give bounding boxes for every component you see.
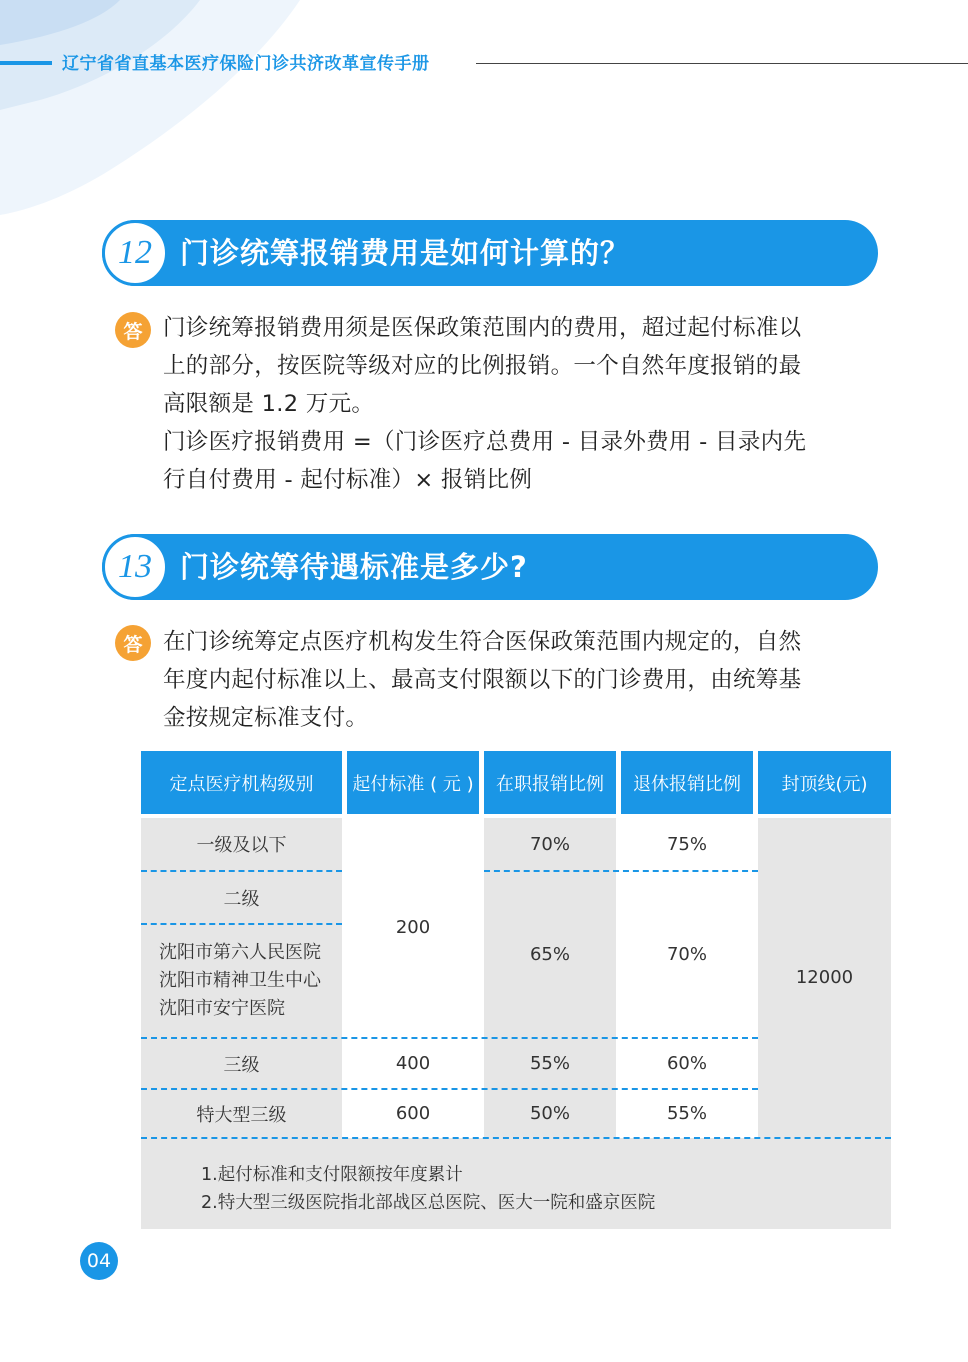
threshold-cell: 600 (395, 1103, 431, 1124)
hospital-name: 沈阳市第六人民医院 (159, 942, 321, 963)
header-title: 辽宁省省直基本医疗保险门诊共济改革宣传手册 (62, 54, 430, 74)
formula-line: 门诊医疗报销费用 =（门诊医疗总费用 - 目录外费用 - 目录内先 (163, 429, 807, 455)
table-notes (201, 1161, 655, 1217)
formula-line: 行自付费用 - 起付标准）× 报销比例 (163, 467, 533, 493)
column-header: 在职报销比例 (484, 751, 616, 814)
question-12-banner (102, 220, 878, 286)
header-accent-line (0, 61, 52, 65)
employed-ratio-cell: 70% (529, 833, 570, 855)
answer-icon: 答 (115, 625, 151, 661)
answer-line: 上的部分，按医院等级对应的比例报销。一个自然年度报销的最 (163, 353, 802, 379)
level-cell: 三级 (223, 1054, 260, 1076)
employed-ratio-cell: 65% (529, 944, 570, 965)
header-divider (476, 63, 968, 64)
employed-ratio-cell: 55% (529, 1053, 570, 1074)
question-13-banner (102, 534, 878, 600)
level-cell: 一级及以下 (196, 835, 287, 856)
level-cell: 特大型三级 (196, 1104, 287, 1126)
table-note: 1.起付标准和支付限额按年度累计 (201, 1165, 463, 1185)
retired-ratio-cell: 60% (666, 1053, 707, 1074)
question-number-badge: 13 (102, 534, 168, 600)
answer-line: 高限额是 1.2 万元。 (163, 391, 375, 417)
level-cell-hospitals (159, 925, 342, 1037)
level-cell: 二级 (223, 888, 260, 910)
question-number-badge: 12 (102, 220, 168, 286)
answer-line: 年度内起付标准以上、最高支付限额以下的门诊费用，由统筹基 (163, 667, 802, 693)
column-header: 封顶线(元) (758, 751, 891, 814)
answer-line: 金按规定标准支付。 (163, 705, 369, 731)
hospital-name: 沈阳市安宁医院 (159, 998, 285, 1019)
threshold-cell: 200 (395, 917, 431, 938)
column-header: 起付标准 ( 元 ) (347, 751, 479, 814)
column-header: 定点医疗机构级别 (141, 751, 342, 814)
question-12-title: 门诊统筹报销费用是如何计算的？ (180, 236, 631, 270)
answer-13-text (163, 623, 868, 737)
answer-line: 门诊统筹报销费用须是医保政策范围内的费用，超过起付标准以 (163, 315, 802, 341)
table-note: 2.特大型三级医院指北部战区总医院、医大一院和盛京医院 (201, 1193, 656, 1213)
employed-ratio-cell: 50% (529, 1103, 570, 1124)
answer-icon: 答 (115, 312, 151, 348)
benefit-standard-table (141, 751, 891, 1229)
hospital-name: 沈阳市精神卫生中心 (159, 970, 321, 991)
answer-12-text (163, 309, 868, 499)
page-number: 04 (80, 1242, 118, 1280)
column-header: 退休报销比例 (621, 751, 753, 814)
retired-ratio-cell: 55% (666, 1103, 707, 1124)
retired-ratio-cell: 75% (666, 833, 707, 855)
cap-cell: 12000 (795, 967, 854, 988)
question-13-title: 门诊统筹待遇标准是多少? (180, 550, 528, 584)
answer-line: 在门诊统筹定点医疗机构发生符合医保政策范围内规定的，自然 (163, 629, 802, 655)
threshold-cell: 400 (395, 1053, 431, 1074)
row-divider (141, 1137, 891, 1139)
retired-ratio-cell: 70% (666, 944, 707, 965)
